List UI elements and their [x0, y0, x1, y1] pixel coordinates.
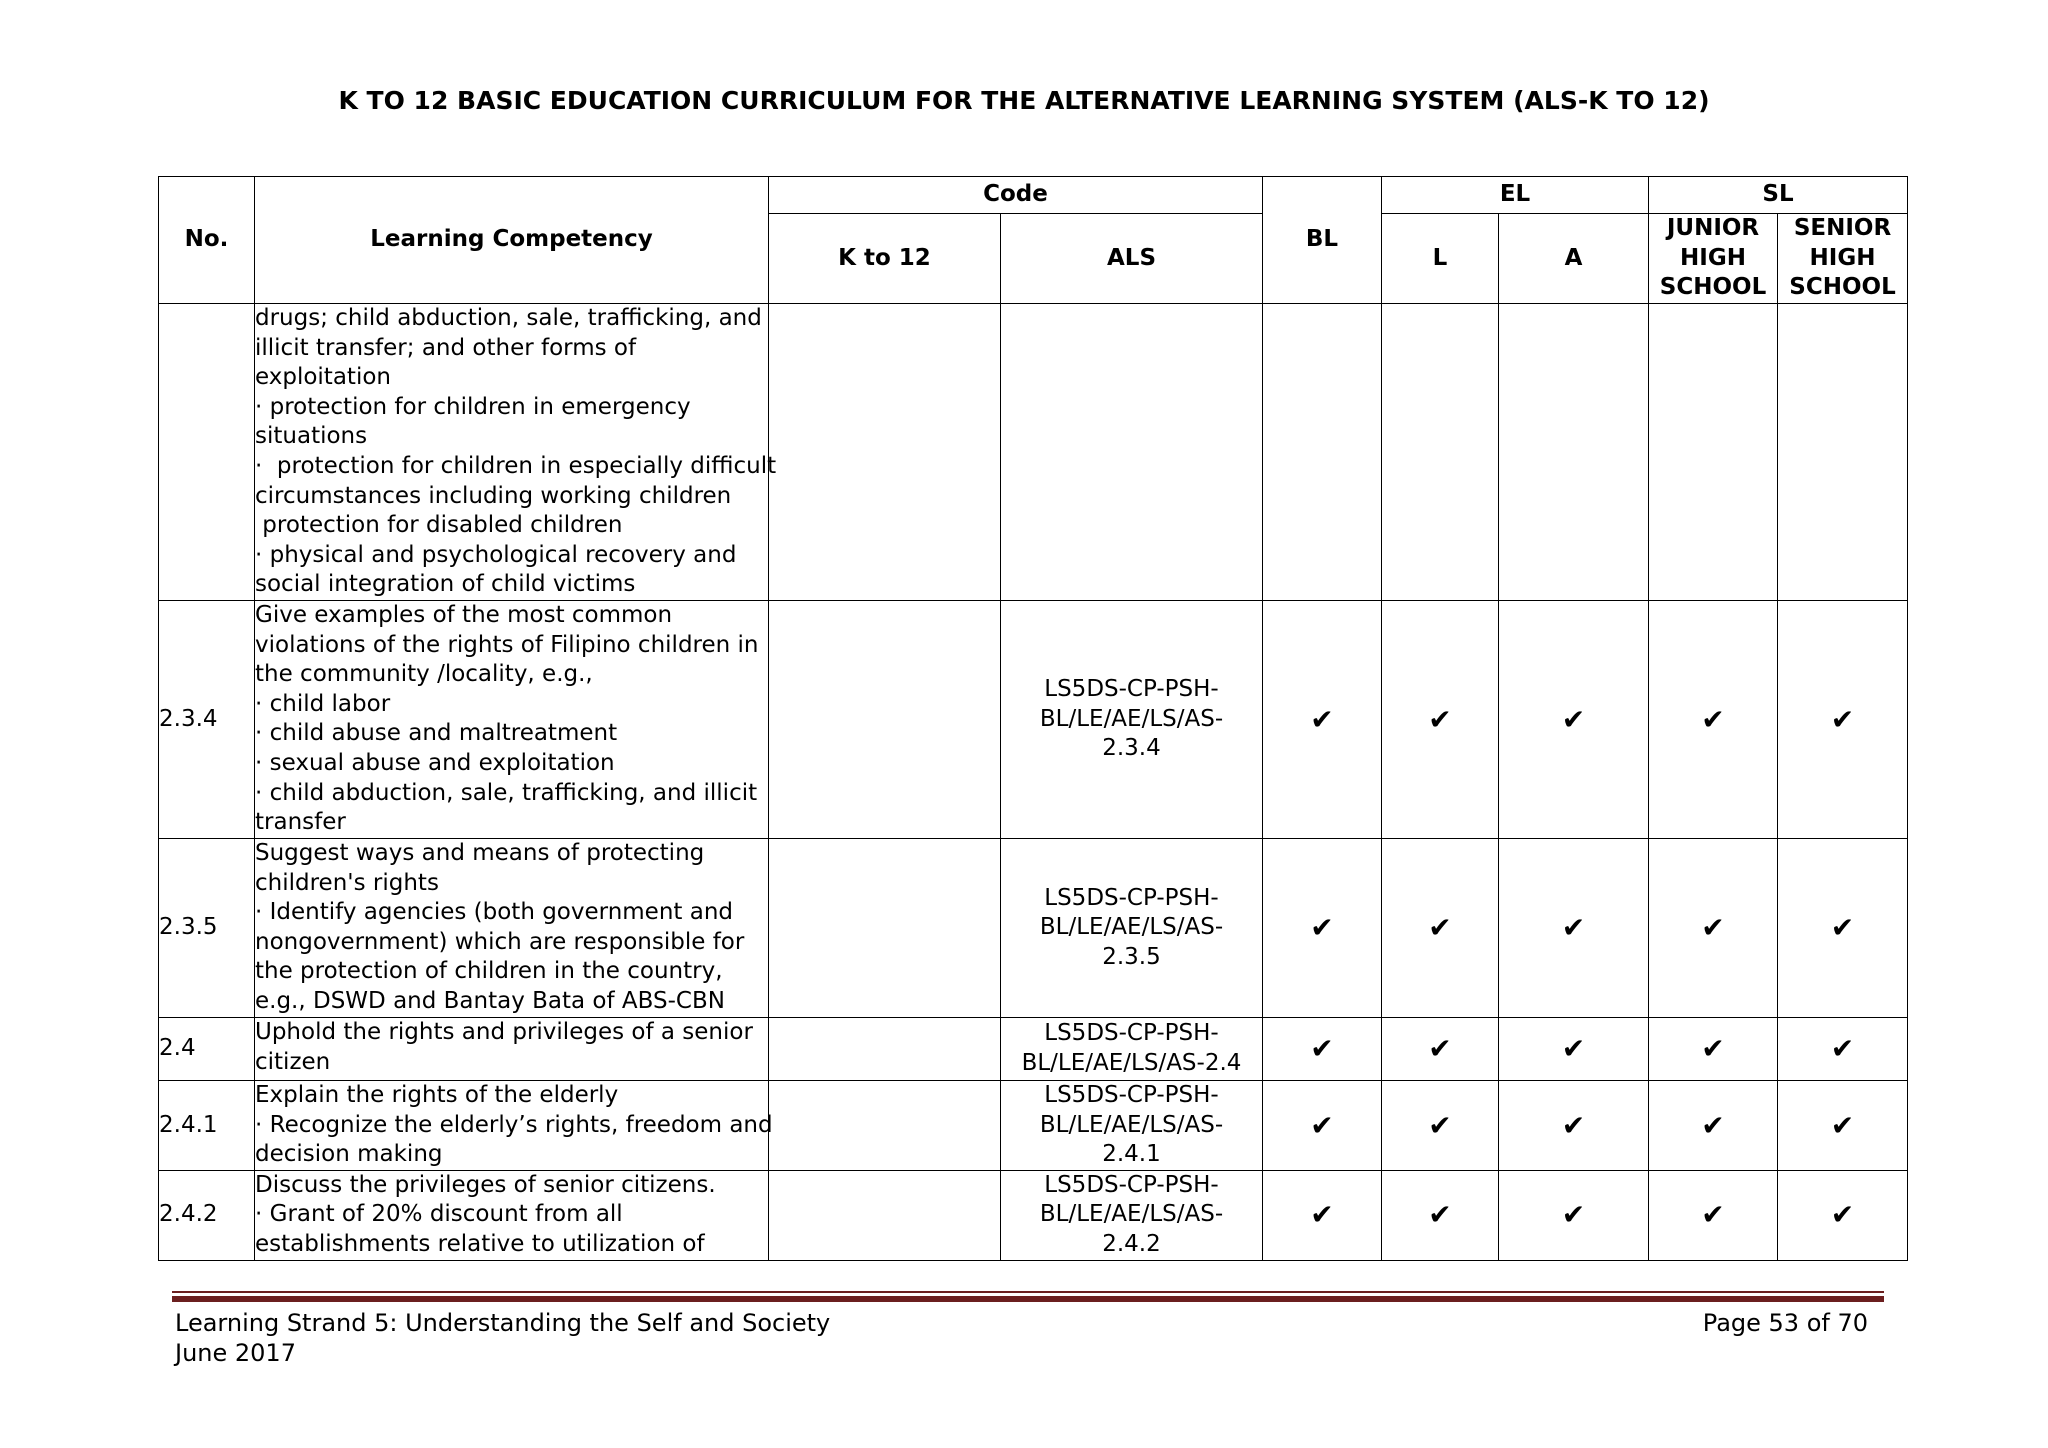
table-row [159, 1018, 1908, 1081]
footer-info [175, 1308, 830, 1368]
competency-line: · child abuse and maltreatment [255, 720, 618, 747]
row-number [159, 304, 255, 601]
table-row [159, 1081, 1908, 1171]
competency-line: citizen [255, 1048, 331, 1075]
als-code-line: 2.3.4 [1102, 735, 1161, 762]
check-cell-a [1499, 304, 1649, 601]
competency-line: Explain the rights of the elderly [255, 1082, 619, 1108]
als-code-cell [1001, 601, 1263, 839]
table-row [159, 1170, 1908, 1260]
check-cell-shs [1778, 304, 1908, 601]
header-sl: SL [1649, 177, 1908, 214]
check-mark-icon: ✔ [1830, 702, 1855, 736]
check-mark-icon: ✔ [1561, 911, 1586, 945]
check-cell-l [1382, 304, 1499, 601]
header-jhs-line: JUNIOR [1666, 215, 1760, 242]
competency-line: transfer [255, 809, 346, 836]
competency-line: · sexual abuse and exploitation [255, 749, 615, 776]
check-cell-a [1499, 839, 1649, 1018]
check-cell-jhs [1649, 1081, 1778, 1171]
competency-line: · protection for children in emergency [255, 393, 691, 420]
header-code: Code [769, 177, 1263, 214]
header-bl: BL [1263, 177, 1382, 304]
check-cell-l [1382, 1018, 1499, 1081]
competency-line: establishments relative to utilization of [255, 1230, 705, 1257]
k-to-12-code-cell [769, 839, 1001, 1018]
header-el: EL [1382, 177, 1649, 214]
check-cell-jhs [1649, 1170, 1778, 1260]
competency-line: · Grant of 20% discount from all [255, 1201, 623, 1228]
competency-line: nongovernment) which are responsible for [255, 928, 745, 955]
header-k-to-12: K to 12 [769, 214, 1001, 304]
competency-line: · child abduction, sale, trafficking, and illicit [255, 779, 758, 806]
check-mark-icon: ✔ [1701, 1108, 1725, 1142]
footer-strand: Learning Strand 5: Understanding the Self and Society [175, 1309, 831, 1337]
check-mark-icon: ✔ [1428, 911, 1452, 945]
competency-line: violations of the rights of Filipino children in [255, 631, 759, 658]
check-cell-shs [1778, 601, 1908, 839]
competency-line: the protection of children in the country, [255, 958, 723, 985]
als-code-line: LS5DS-CP-PSH- [1044, 1171, 1219, 1198]
row-number: 2.3.4 [159, 601, 255, 839]
check-mark-icon: ✔ [1830, 911, 1855, 945]
competency-line: the community /locality, e.g., [255, 661, 593, 688]
check-mark-icon: ✔ [1310, 702, 1334, 736]
check-cell-a [1499, 1081, 1649, 1171]
check-cell-l [1382, 1170, 1499, 1260]
header-als: ALS [1001, 214, 1263, 304]
check-mark-icon: ✔ [1701, 911, 1725, 945]
curriculum-table [158, 176, 1908, 1261]
competency-line: circumstances including working children [255, 482, 732, 509]
row-number: 2.4.1 [159, 1081, 255, 1171]
k-to-12-code-cell [769, 601, 1001, 839]
k-to-12-code-cell [769, 304, 1001, 601]
check-cell-a [1499, 601, 1649, 839]
row-number: 2.3.5 [159, 839, 255, 1018]
header-l: L [1382, 214, 1499, 304]
check-mark-icon: ✔ [1310, 911, 1334, 945]
learning-competency-cell [255, 601, 769, 839]
check-cell-l [1382, 839, 1499, 1018]
als-code-cell [1001, 1081, 1263, 1171]
header-jhs-line: SCHOOL [1659, 274, 1767, 301]
k-to-12-code-cell [769, 1018, 1001, 1081]
als-code-line: 2.4.2 [1102, 1230, 1161, 1257]
learning-competency-cell [255, 1081, 773, 1171]
check-cell-shs [1778, 1170, 1908, 1260]
check-cell-a [1499, 1018, 1649, 1081]
footer-date: June 2017 [175, 1339, 296, 1367]
als-code-cell [1001, 1170, 1263, 1260]
footer-rule-thin [172, 1291, 1884, 1293]
als-code-line: BL/LE/AE/LS/AS- [1039, 1201, 1224, 1228]
table-row [159, 601, 1908, 839]
als-code-line: LS5DS-CP-PSH- [1044, 884, 1219, 911]
check-cell-bl [1263, 839, 1382, 1018]
check-cell-jhs [1649, 1018, 1778, 1081]
check-mark-icon: ✔ [1310, 1108, 1334, 1142]
check-cell-bl [1263, 1018, 1382, 1081]
competency-line: · Identify agencies (both government and [255, 899, 734, 926]
competency-line: illicit transfer; and other forms of [255, 334, 637, 361]
table-row [159, 304, 1908, 601]
competency-line: · Recognize the elderly’s rights, freedom and [255, 1111, 773, 1138]
header-shs-line: SCHOOL [1789, 274, 1896, 301]
check-mark-icon: ✔ [1428, 1108, 1452, 1142]
check-mark-icon: ✔ [1701, 1032, 1725, 1066]
check-mark-icon: ✔ [1830, 1108, 1855, 1142]
header-learning-competency: Learning Competency [255, 177, 769, 304]
competency-line: situations [255, 423, 368, 450]
competency-line: · physical and psychological recovery and [255, 541, 737, 568]
als-code-line: BL/LE/AE/LS/AS- [1039, 705, 1224, 732]
check-mark-icon: ✔ [1428, 1198, 1452, 1232]
competency-line: social integration of child victims [255, 571, 636, 598]
check-cell-bl [1263, 304, 1382, 601]
check-cell-bl [1263, 1081, 1382, 1171]
check-cell-bl [1263, 1170, 1382, 1260]
check-mark-icon: ✔ [1561, 1032, 1586, 1066]
header-a: A [1499, 214, 1649, 304]
check-cell-jhs [1649, 304, 1778, 601]
als-code-cell [1001, 839, 1263, 1018]
competency-line: Uphold the rights and privileges of a senior [255, 1019, 753, 1045]
header-shs-line: SENIOR [1793, 215, 1892, 242]
als-code-line: BL/LE/AE/LS/AS-2.4 [1021, 1050, 1242, 1076]
competency-line: Give examples of the most common [255, 602, 673, 628]
als-code-cell [1001, 1018, 1263, 1081]
check-mark-icon: ✔ [1561, 1108, 1586, 1142]
competency-line: Suggest ways and means of protecting [255, 840, 705, 866]
check-cell-l [1382, 1081, 1499, 1171]
competency-line: decision making [255, 1141, 443, 1168]
als-code-cell [1001, 304, 1263, 601]
check-mark-icon: ✔ [1310, 1032, 1334, 1066]
footer-page-number: Page 53 of 70 [1702, 1309, 1868, 1337]
table-row [159, 839, 1908, 1018]
als-code-line: 2.3.5 [1102, 943, 1161, 970]
row-number: 2.4.2 [159, 1170, 255, 1260]
als-code-line: LS5DS-CP-PSH- [1044, 1082, 1219, 1108]
check-mark-icon: ✔ [1428, 1032, 1452, 1066]
header-no: No. [159, 177, 255, 304]
check-cell-shs [1778, 1081, 1908, 1171]
row-number: 2.4 [159, 1018, 255, 1081]
check-mark-icon: ✔ [1830, 1198, 1855, 1232]
check-mark-icon: ✔ [1561, 702, 1586, 736]
learning-competency-cell [255, 1018, 769, 1081]
check-cell-bl [1263, 601, 1382, 839]
page-title: K TO 12 BASIC EDUCATION CURRICULUM FOR THE ALTERNATIVE LEARNING SYSTEM (ALS-K TO 12) [338, 86, 1710, 115]
competency-line: children's rights [255, 869, 439, 896]
k-to-12-code-cell [769, 1170, 1001, 1260]
check-cell-l [1382, 601, 1499, 839]
header-shs-line: HIGH [1809, 244, 1876, 271]
als-code-line: BL/LE/AE/LS/AS- [1039, 914, 1224, 941]
check-mark-icon: ✔ [1830, 1032, 1855, 1066]
footer-rule-thick [172, 1296, 1884, 1302]
check-cell-jhs [1649, 839, 1778, 1018]
learning-competency-cell [255, 839, 769, 1018]
header-senior-high-school [1778, 214, 1908, 304]
check-cell-a [1499, 1170, 1649, 1260]
competency-line: exploitation [255, 364, 391, 391]
competency-line: drugs; child abduction, sale, trafficking, and [255, 305, 762, 331]
als-code-line: LS5DS-CP-PSH- [1044, 1020, 1219, 1047]
check-mark-icon: ✔ [1561, 1198, 1586, 1232]
competency-line: Discuss the privileges of senior citizens. [255, 1171, 716, 1198]
als-code-line: LS5DS-CP-PSH- [1044, 676, 1219, 703]
k-to-12-code-cell [769, 1081, 1001, 1171]
check-mark-icon: ✔ [1701, 1198, 1725, 1232]
als-code-line: BL/LE/AE/LS/AS- [1039, 1111, 1224, 1138]
competency-line: protection for disabled children [255, 512, 623, 539]
learning-competency-cell [255, 304, 777, 601]
header-jhs-line: HIGH [1680, 244, 1746, 271]
als-code-line: 2.4.1 [1102, 1141, 1161, 1168]
check-mark-icon: ✔ [1310, 1198, 1334, 1232]
competency-line: · child labor [255, 690, 391, 717]
check-mark-icon: ✔ [1701, 702, 1725, 736]
competency-line: e.g., DSWD and Bantay Bata of ABS-CBN [255, 987, 725, 1014]
check-cell-shs [1778, 1018, 1908, 1081]
check-mark-icon: ✔ [1428, 702, 1452, 736]
learning-competency-cell [255, 1170, 769, 1260]
check-cell-jhs [1649, 601, 1778, 839]
competency-line: · protection for children in especially difficult [255, 452, 777, 479]
header-junior-high-school [1649, 214, 1778, 304]
check-cell-shs [1778, 839, 1908, 1018]
